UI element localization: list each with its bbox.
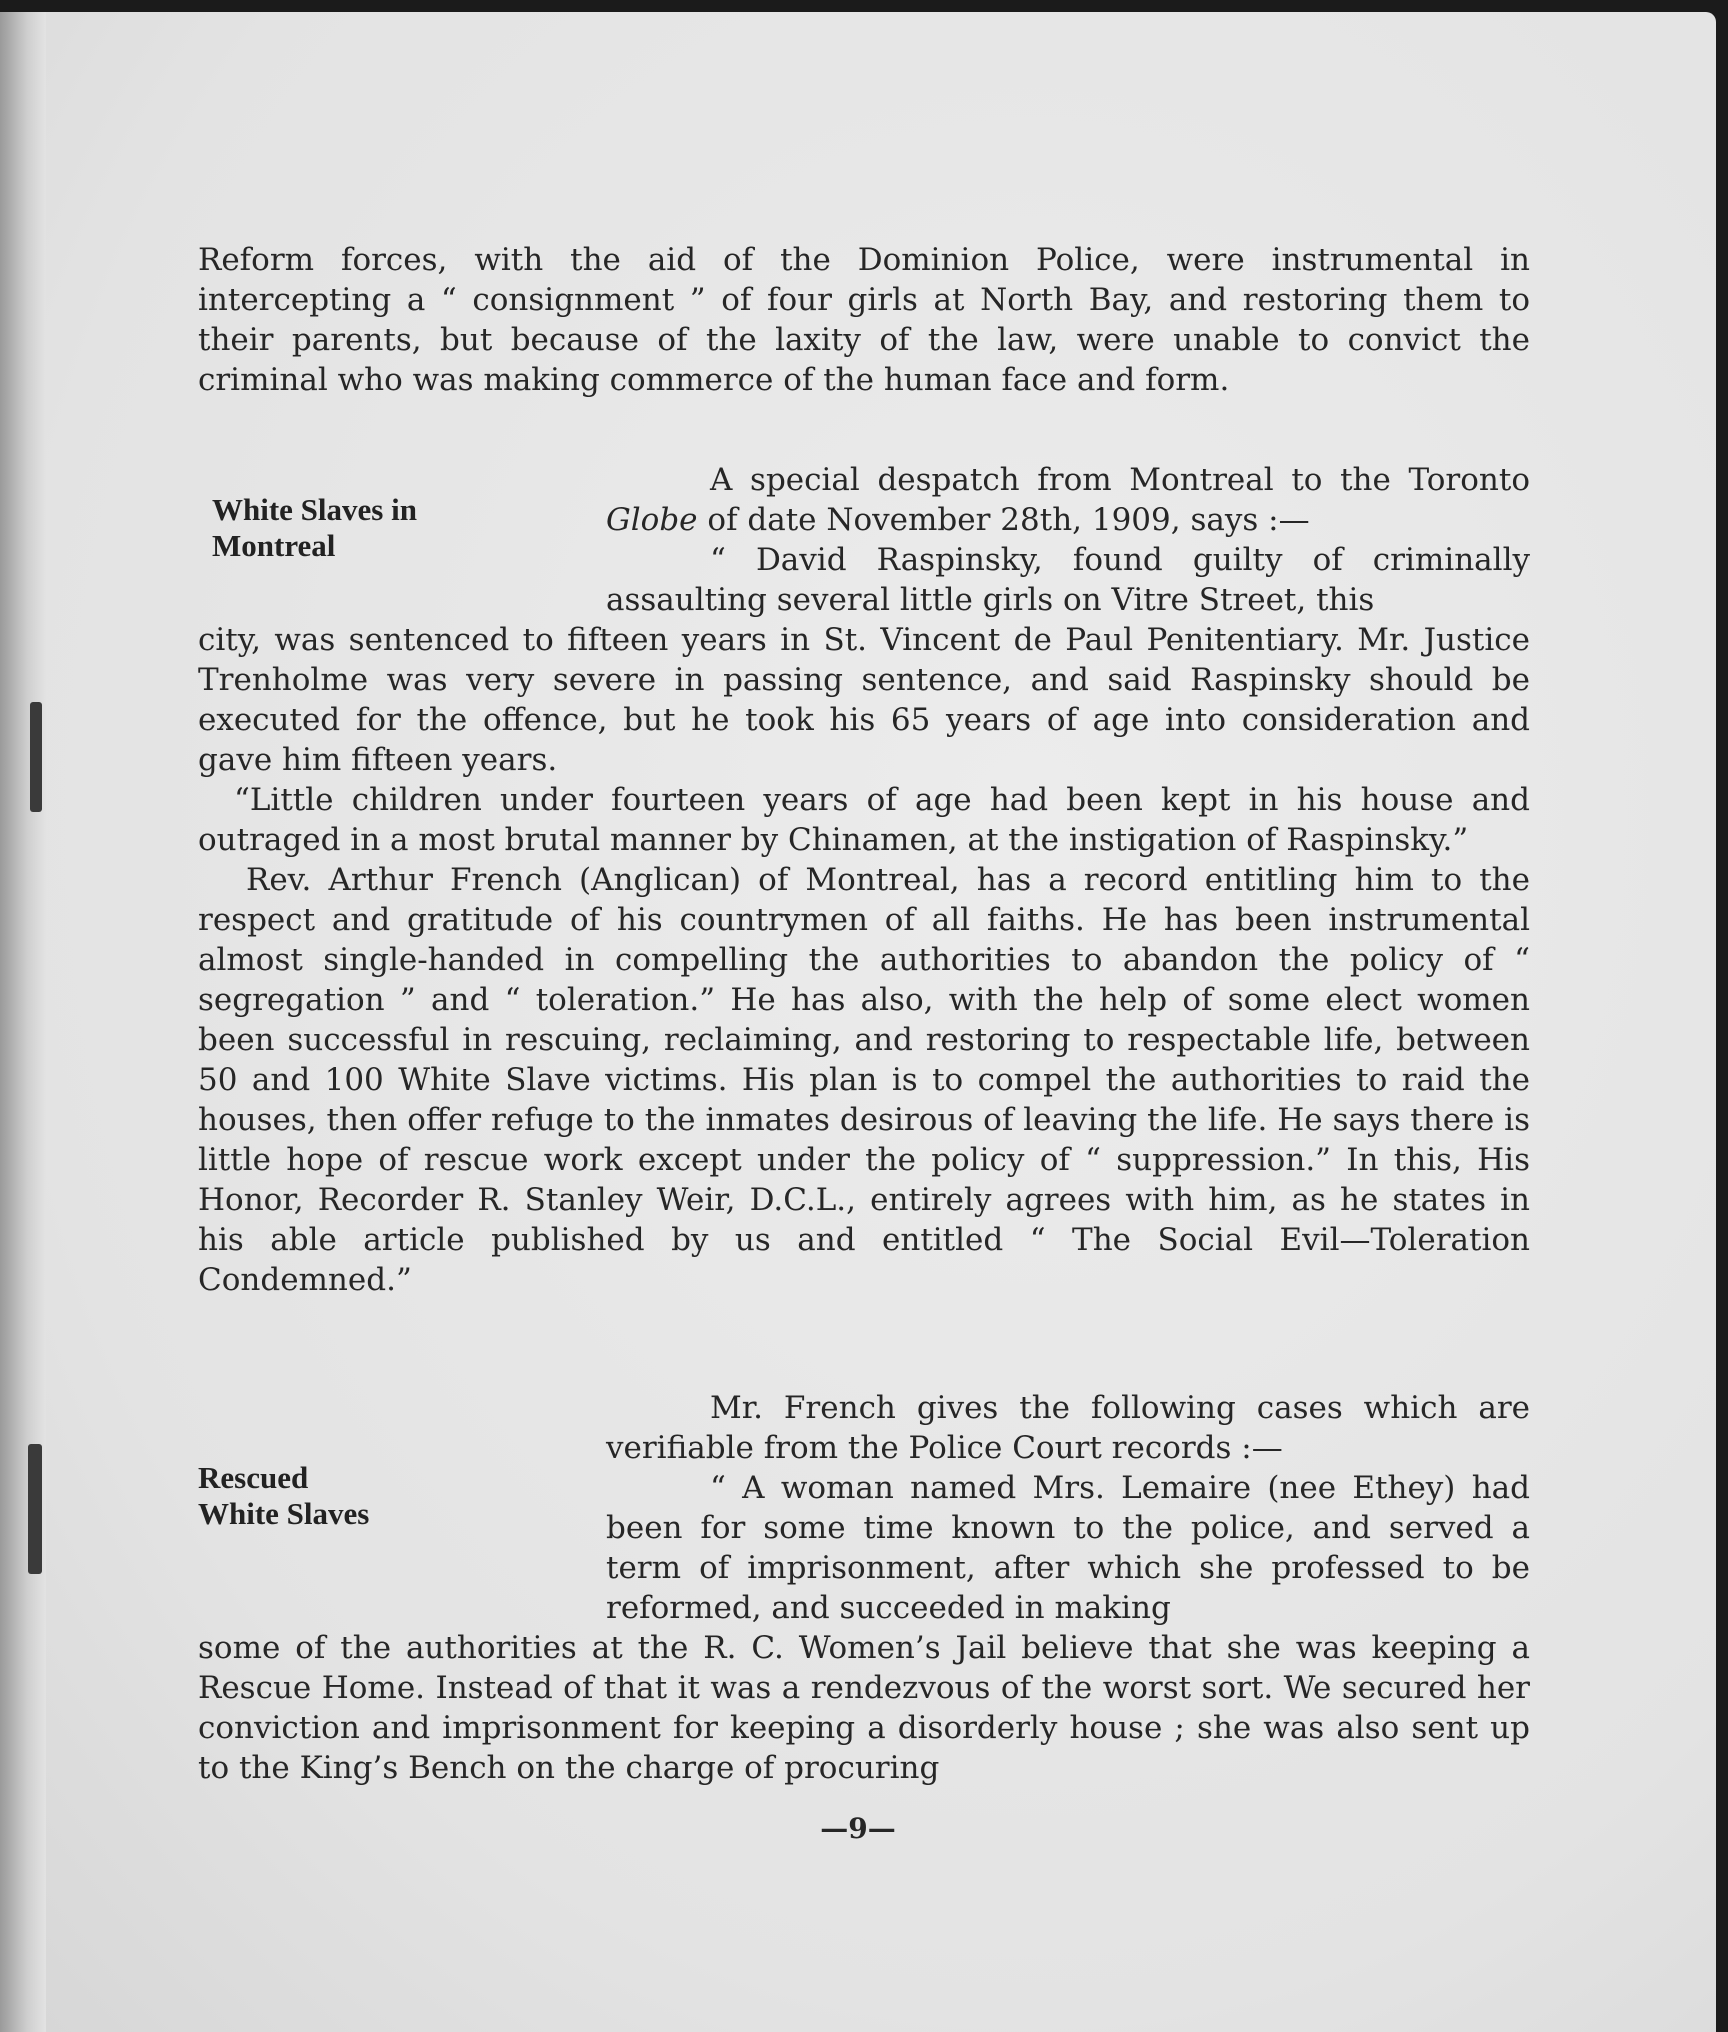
despatch-quote-column: “ David Raspinsky, found guilty of criminally assaulting several little girls on Vitre Street, this [606, 542, 1530, 618]
cases-quote-full [198, 1628, 1530, 1788]
despatch-intro-end: of date November 28th, 1909, says :— [707, 502, 1310, 538]
book-page [0, 12, 1716, 2032]
cases-quote-full-text: some of the authorities at the R. C. Women’s Jail believe that she was keeping a Rescue Home. Instead of that it was a rendezvous of the worst sort. We secured her conviction and imprisonment for keeping a disorderly house ; she was also sent up to the King’s Bench on the charge of procuring [198, 1630, 1530, 1786]
sidenote-1-line1: White Slaves in [212, 492, 417, 527]
paragraph-1-text: Reform forces, with the aid of the Dominion Police, were instrumental in intercepting a “ consignment ” of four girls at North Bay, and restoring them to their parents, but because of the laxity of the law, were unable to convict the criminal who was making commerce of the human face and form. [198, 242, 1530, 398]
despatch-intro-start: A special despatch from Montreal to the Toronto [710, 462, 1530, 498]
paragraph-1 [198, 240, 1530, 400]
sidenote-rescued-white-slaves [198, 1460, 478, 1532]
paragraph-french: Rev. Arthur French (Anglican) of Montreal, has a record entitling him to the respect and gratitude of his countrymen of all faiths. He has been instrumental almost single-handed in compelling the authorities to abandon the policy of “ segregation ” and “ toleration.” He has also, with the help of some elect women been successful in rescuing, reclaiming, and restoring to respectable life, between 50 and 100 White Slave victims. His plan is to compel the authorities to raid the houses, then offer refuge to the inmates desirous of leaving the life. He says there is little hope of rescue work except under the policy of “ suppression.” In this, His Honor, Recorder R. Stanley Weir, D.C.L., entirely agrees with him, as he states in his able article published by us and entitled “ The Social Evil—Toleration Condemned.” [198, 862, 1530, 1298]
sidenote-2-line1: Rescued [198, 1460, 309, 1495]
sidenote-white-slaves-montreal [212, 492, 492, 564]
sidenote-1-line2: Montreal [212, 528, 336, 563]
page-binding-shadow [0, 12, 46, 2032]
despatch-column [606, 460, 1530, 620]
cases-column [606, 1388, 1530, 1628]
despatch-intro-italic: Globe [606, 502, 698, 538]
despatch-quote-full [198, 620, 1530, 1300]
despatch-quote-full-text: city, was sentenced to fifteen years in St. Vincent de Paul Penitentiary. Mr. Justice Trenholme was very severe in passing sentence, and said Raspinsky should be executed for the offence, but he took his 65 years of age into consideration and gave him fifteen years. [198, 622, 1530, 778]
cases-intro: Mr. French gives the following cases which are verifiable from the Police Court records :— [606, 1390, 1530, 1466]
despatch-quote-2: “Little children under fourteen years of age had been kept in his house and outraged in a most brutal manner by Chinamen, at the instigation of Raspinsky.” [198, 782, 1530, 858]
margin-mark [28, 1444, 42, 1574]
margin-mark [30, 702, 42, 812]
despatch-intro [606, 460, 1530, 540]
page-number: —9— [820, 1812, 896, 1845]
cases-quote-column: “ A woman named Mrs. Lemaire (nee Ethey) had been for some time known to the police, and served a term of imprisonment, after which she professed to be reformed, and succeeded in making [606, 1470, 1530, 1626]
sidenote-2-line2: White Slaves [198, 1496, 370, 1531]
